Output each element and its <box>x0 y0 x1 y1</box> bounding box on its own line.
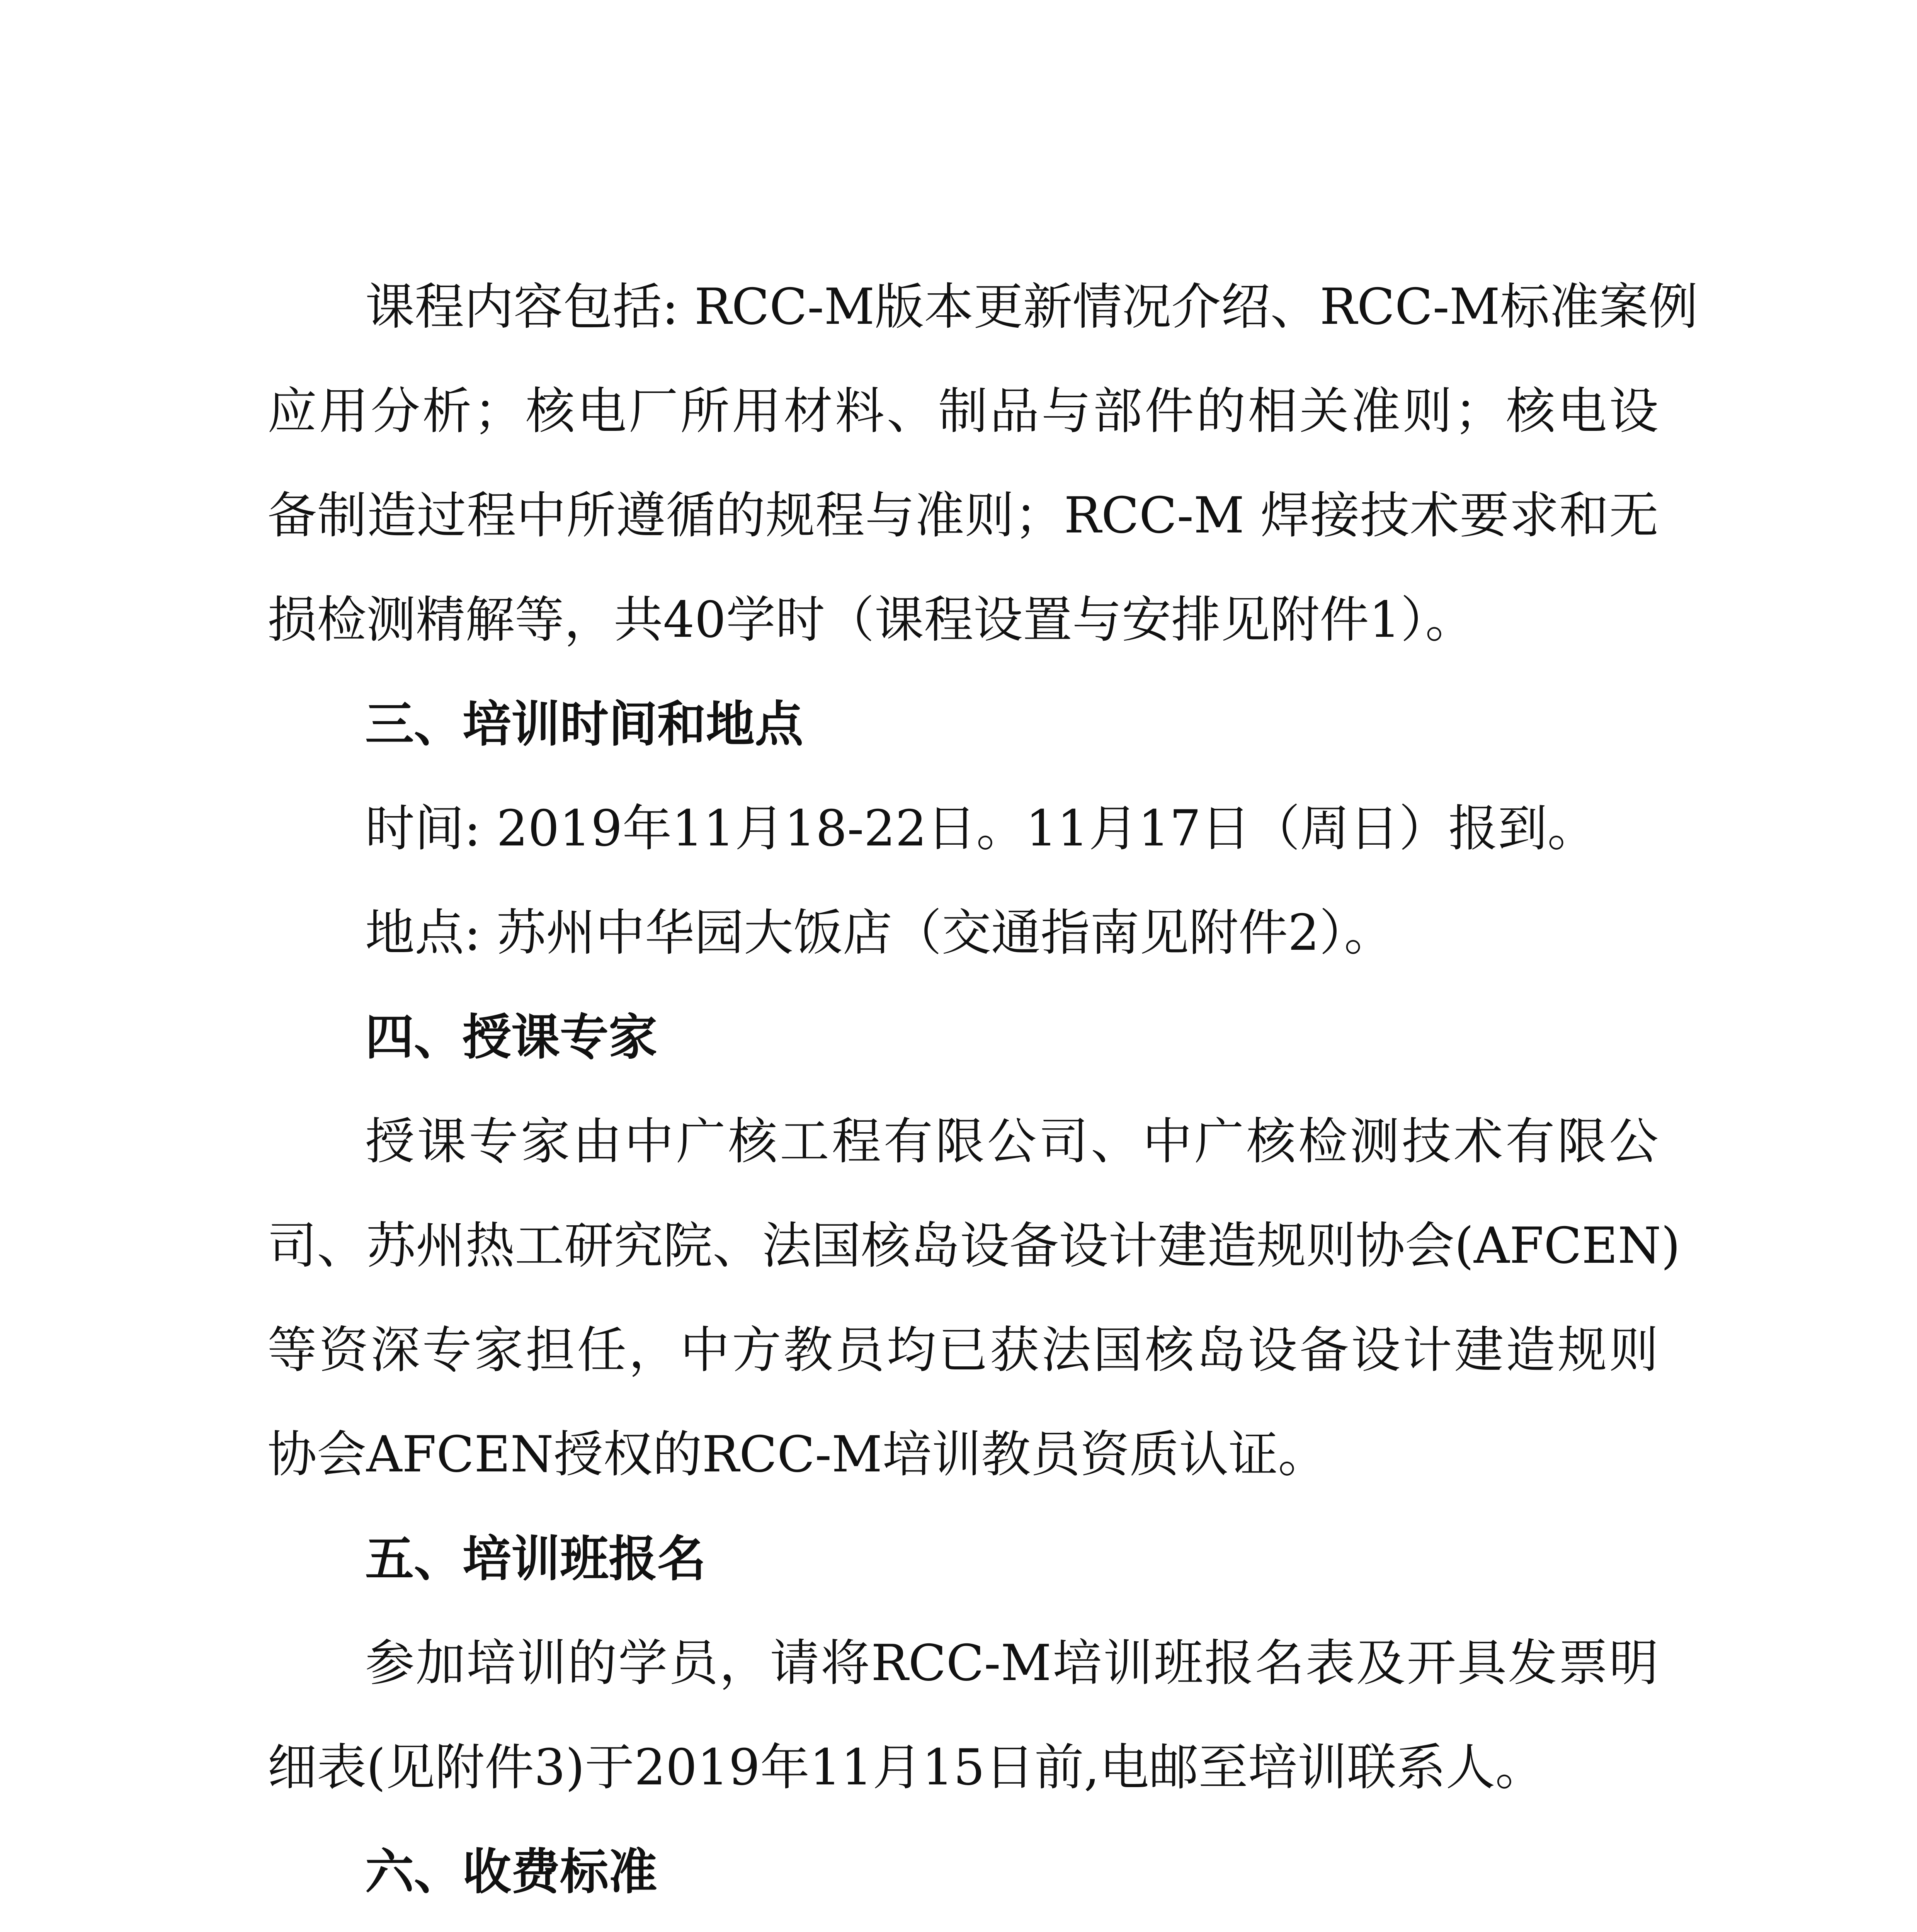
paragraph-line: 应用分析；核电厂所用材料、制品与部件的相关准则；核电设 <box>267 383 1658 440</box>
paragraph-line: 协会AFCEN授权的RCC-M培训教员资质认证。 <box>267 1426 1328 1483</box>
paragraph-line: 地点: 苏州中华园大饭店（交通指南见附件2）。 <box>365 904 1394 962</box>
paragraph-line: 课程内容包括: RCC-M版本更新情况介绍、RCC-M标准案例 <box>365 278 1698 336</box>
section-heading: 六、收费标准 <box>365 1844 657 1900</box>
paragraph-line: 细表(见附件3)于2019年11月15日前,电邮至培训联系人。 <box>267 1739 1545 1796</box>
paragraph-line: 备制造过程中所遵循的规程与准则；RCC-M 焊接技术要求和无 <box>267 487 1658 544</box>
paragraph-line: 时间: 2019年11月18-22日。11月17日（周日）报到。 <box>365 800 1597 857</box>
paragraph-line: 参加培训的学员，请将RCC-M培训班报名表及开具发票明 <box>365 1634 1658 1692</box>
paragraph-line: 等资深专家担任，中方教员均已获法国核岛设备设计建造规则 <box>267 1321 1658 1379</box>
section-heading: 五、培训班报名 <box>365 1531 706 1587</box>
paragraph-line: 损检测精解等，共40学时（课程设置与安排见附件1）。 <box>267 591 1475 649</box>
paragraph-line: 授课专家由中广核工程有限公司、中广核检测技术有限公 <box>365 1113 1658 1170</box>
paragraph-line: 司、苏州热工研究院、法国核岛设备设计建造规则协会(AFCEN) <box>267 1217 1681 1275</box>
section-heading: 三、培训时间和地点 <box>365 696 803 753</box>
section-heading: 四、授课专家 <box>365 1009 657 1066</box>
